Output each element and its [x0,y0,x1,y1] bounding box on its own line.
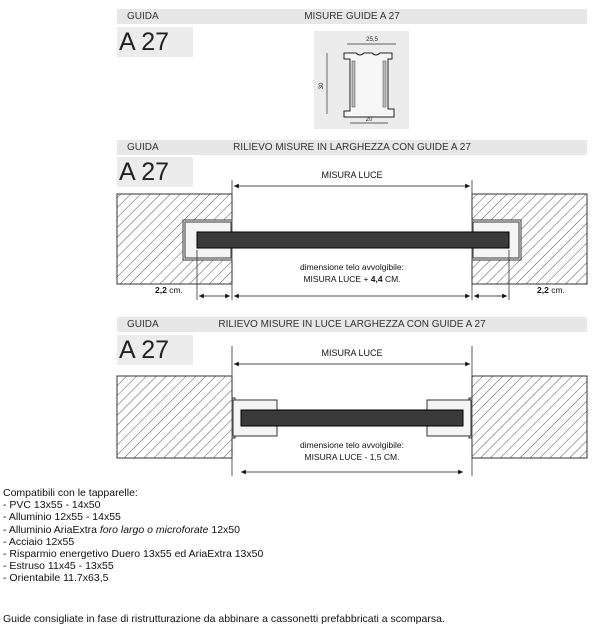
shutter-slat [197,232,509,248]
compat-item: - Acciaio 12x55 [3,535,75,548]
dim-width-label: 25,5 [366,37,378,43]
profile-inner-right [383,61,386,107]
panel3-title: RILIEVO MISURE IN LUCE LARGHEZZA CON GUIDE A 27 [218,319,486,330]
panel-guide-dimensions [117,9,587,134]
panel2-dim-line2: MISURA LUCE + 4,4 CM. [303,274,401,284]
compat-item: - Alluminio 12x55 - 14x55 [3,511,121,524]
panel2-title: RILIEVO MISURE IN LARGHEZZA CON GUIDE A 27 [233,142,471,153]
compat-item: - Risparmio energetivo Duero 13x55 ed AriaExtra 13x50 [3,548,264,561]
left-wall [117,376,235,458]
panel3-dim-line2: MISURA LUCE - 1,5 CM. [304,452,400,462]
compat-item: - Alluminio AriaExtra foro largo o microforate 12x50 [3,523,240,536]
right-offset-label: 2,2 cm. [537,285,565,295]
panel1-header-bar [117,9,587,24]
panel1-title: MISURE GUIDE A 27 [304,11,400,22]
panel2-model-label: A 27 [117,157,193,187]
panel2-header-bar [117,140,587,155]
guide-profile-drawing [314,31,409,129]
panel3-dim-line1: dimensione telo avvolgibile: [300,440,404,450]
panel3-guida-label: GUIDA [127,319,159,330]
compatibility-list [3,487,263,585]
width-measurement-drawing [117,158,587,308]
light-measurement-drawing [117,336,587,481]
left-offset-label: 2,2 cm. [155,285,183,295]
guide-profile-shape [344,53,394,117]
compat-item: - Estruso 11x45 - 13x55 [3,560,114,573]
dim-height-label: 30 [319,82,325,90]
compat-item: - Orientabile 11.7x63,5 [3,572,109,585]
panel3-header-bar [117,317,587,332]
installation-note: Guide consigliate in fase di ristrutturazione da abbinare a cassonetti prefabbricati a scomparsa. [3,613,445,625]
misura-luce-label: MISURA LUCE [321,170,383,180]
compat-item: - PVC 13x55 - 14x50 [3,499,101,512]
compatibility-heading: Compatibili con le tapparelle: [3,487,138,499]
misura-luce-label: MISURA LUCE [321,348,383,358]
profile-inner-left [352,61,355,107]
panel2-dim-line1: dimensione telo avvolgibile: [300,262,404,272]
right-wall [469,376,587,458]
panel2-guida-label: GUIDA [127,142,159,153]
panel3-model-label: A 27 [117,335,193,365]
dim-bottom-label: 20 [365,117,373,123]
panel1-guida-label: GUIDA [127,11,159,22]
panel1-model-label: A 27 [117,27,193,57]
shutter-slat [241,410,463,426]
